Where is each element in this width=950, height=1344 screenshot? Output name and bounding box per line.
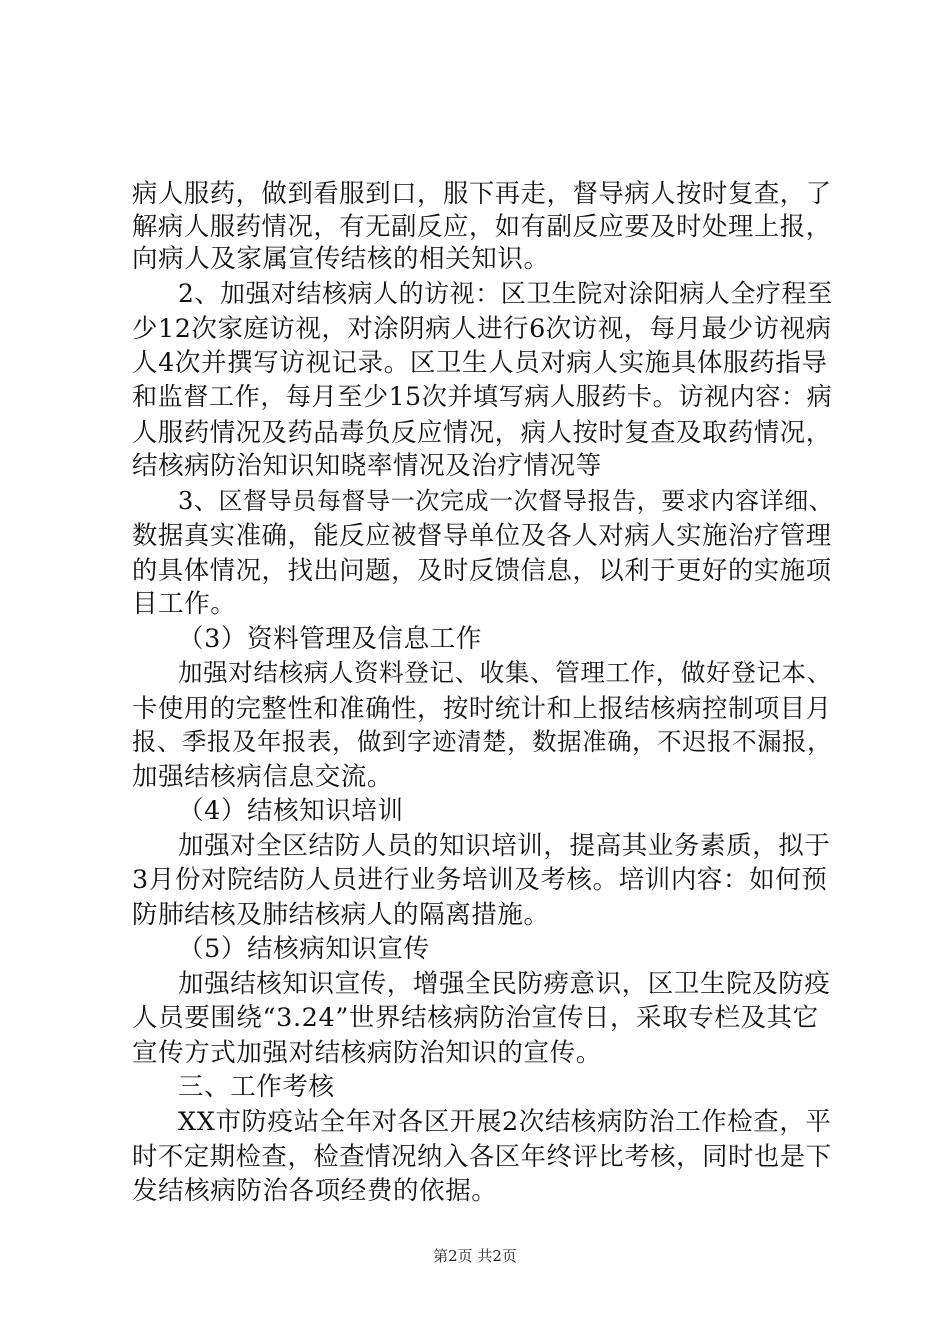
body-line: 加强对全区结防人员的知识培训，提高其业务素质，拟于 xyxy=(178,831,831,861)
page-number-footer: 第2页 共2页 xyxy=(433,1247,517,1265)
section-heading: （5）结核病知识宣传 xyxy=(178,934,430,964)
body-line: 病人服药，做到看服到口，服下再走，督导病人按时复查，了 xyxy=(132,178,832,208)
body-line: 3月份对院结防人员进行业务培训及考核。培训内容：如何预 xyxy=(132,865,828,895)
body-line: 人服药情况及药品毒负反应情况，病人按时复查及取药情况， xyxy=(132,417,832,447)
body-line: 结核病防治知识知晓率情况及治疗情况等 xyxy=(132,451,602,481)
body-line: 加强结核病信息交流。 xyxy=(132,762,394,792)
section-heading: （3）资料管理及信息工作 xyxy=(178,624,482,654)
body-line: 防肺结核及肺结核病人的隔离措施。 xyxy=(132,900,550,930)
body-line: 加强对结核病人资料登记、收集、管理工作，做好登记本、 xyxy=(178,658,832,687)
body-line: 解病人服药情况，有无副反应，如有副反应要及时处理上报， xyxy=(132,211,832,241)
body-line: 发结核病防治各项经费的依据。 xyxy=(132,1176,498,1206)
body-line: XX市防疫站全年对各区开展2次结核病防治工作检查，平 xyxy=(178,1107,832,1137)
body-line: 3、区督导员每督导一次完成一次督导报告，要求内容详细、 xyxy=(178,487,834,515)
body-line: 人4次并撰写访视记录。区卫生人员对病人实施具体服药指导 xyxy=(132,348,828,378)
body-line: 加强结核知识宣传，增强全民防痨意识，区卫生院及防疫 xyxy=(178,969,831,999)
body-line: 人员要围绕“3.24”世界结核病防治宣传日，采取专栏及其它 xyxy=(132,1003,819,1033)
section-heading: （4）结核知识培训 xyxy=(178,796,404,826)
body-line: 2、加强对结核病人的访视：区卫生院对涂阳病人全疗程至 xyxy=(178,279,833,308)
body-line: 宣传方式加强对结核病防治知识的宣传。 xyxy=(132,1038,602,1068)
body-line: 和监督工作，每月至少15次并填写病人服药卡。访视内容：病 xyxy=(132,382,833,411)
body-line: 少12次家庭访视，对涂阴病人进行6次访视，每月最少访视病 xyxy=(132,313,832,343)
section-heading: 三、工作考核 xyxy=(178,1072,335,1102)
body-line: 报、季报及年报表，做到字迹清楚，数据准确，不迟报不漏报， xyxy=(132,727,833,756)
body-line: 的具体情况，找出问题，及时反馈信息，以利于更好的实施项 xyxy=(132,555,832,585)
body-line: 向病人及家属宣传结核的相关知识。 xyxy=(132,244,550,274)
body-line: 时不定期检查，检查情况纳入各区年终评比考核，同时也是下 xyxy=(132,1141,832,1171)
body-line: 卡使用的完整性和准确性，按时统计和上报结核病控制项目月 xyxy=(132,693,832,723)
body-line: 目工作。 xyxy=(132,589,237,619)
body-line: 数据真实准确，能反应被督导单位及各人对病人实施治疗管理 xyxy=(132,520,832,550)
